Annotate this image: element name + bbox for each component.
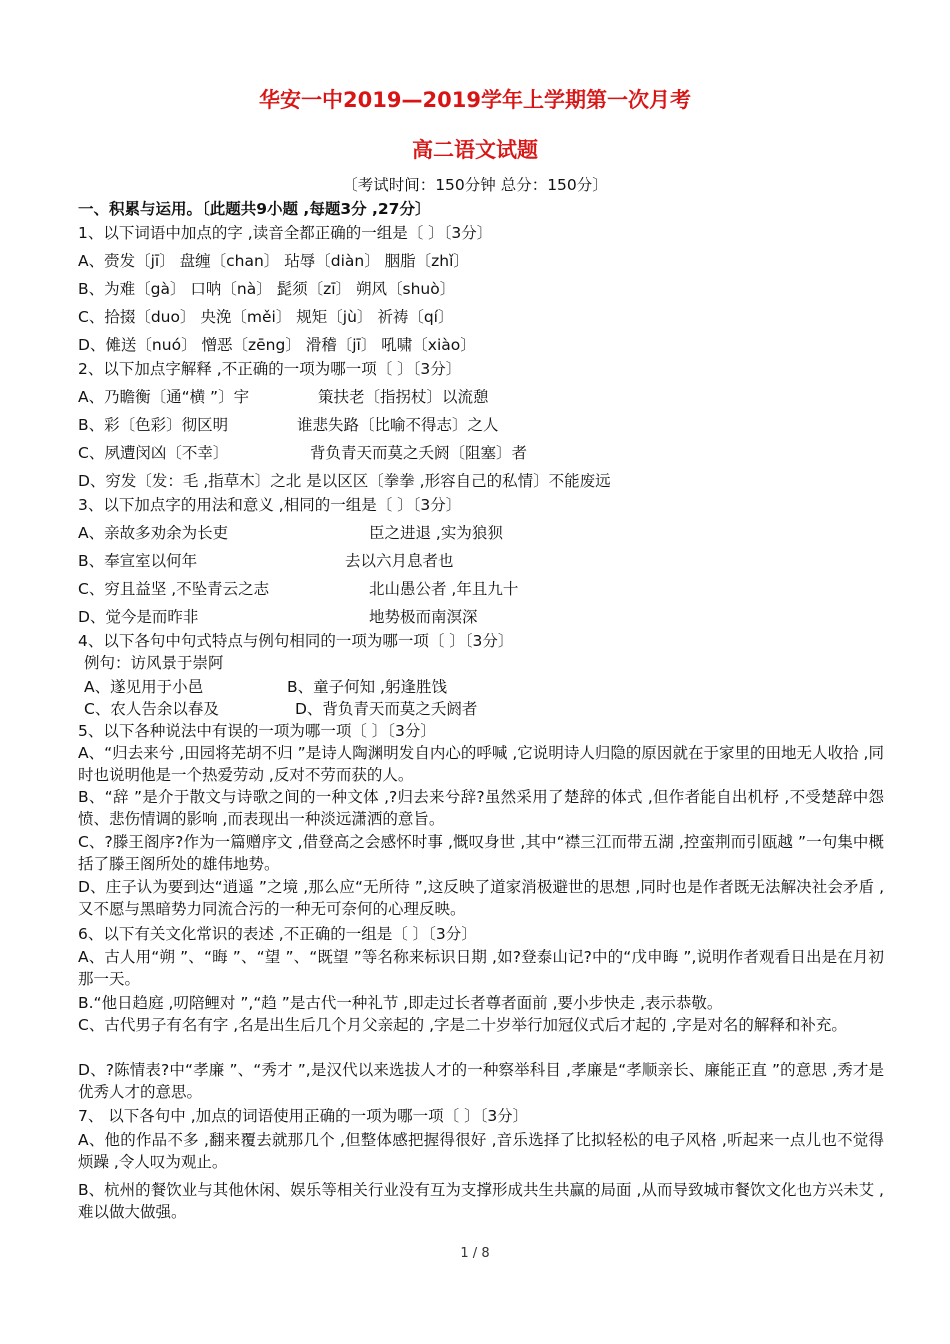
q5-option-c: C、?滕王阁序?作为一篇赠序文 ,借登高之会感怀时事 ,慨叹身世 ,其中“襟三江而带五湖 ,控蛮荆而引瓯越 ”一句集中概括了滕王阁所处的雄伟地势。 [78, 833, 884, 874]
q1-option-d: D、傩送〔nuó〕 憎恶〔zēng〕 滑稽〔jī〕 吼啸〔xiào〕 [78, 336, 476, 354]
q1-option-b: B、为难〔gà〕 口呐〔nà〕 髭须〔zī〕 朔风〔shuò〕 [78, 280, 456, 298]
exam-subtitle: 高二语文试题 [412, 138, 538, 162]
exam-title: 华安一中2019—2019学年上学期第一次月考 [259, 88, 691, 112]
q2-option-b: B、彩〔色彩〕彻区明 [78, 416, 229, 434]
q2-option-a: A、乃瞻衡〔通“横 ”〕宇 [78, 388, 250, 406]
q2-option-d: D、穷发〔发：毛 ,指草木〕之北 是以区区〔拳拳 ,形容自己的私情〕不能废远 [78, 472, 611, 490]
q3-option-d: D、觉今是而昨非 [78, 608, 199, 626]
q3-stem: 3、以下加点字的用法和意义 ,相同的一组是〔 〕〔3分〕 [78, 496, 462, 514]
q3-option-c-right: 北山愚公者 ,年且九十 [369, 580, 519, 598]
section-heading: 一、积累与运用。〔此题共9小题 ,每题3分 ,27分〕 [78, 200, 431, 218]
q7-option-a: A、他的作品不多 ,翻来覆去就那几个 ,但整体感把握得很好 ,音乐选择了比拟轻松的电子风格 ,听起来一点儿也不觉得烦躁 ,令人叹为观止。 [78, 1131, 884, 1172]
exam-info: 〔考试时间：150分钟 总分：150分〕 [342, 176, 608, 194]
q1-option-c: C、拾掇〔duo〕 央浼〔měi〕 规矩〔jù〕 祈祷〔qí〕 [78, 308, 454, 326]
q2-stem: 2、以下加点字解释 ,不正确的一项为哪一项〔 〕〔3分〕 [78, 360, 462, 378]
q4-option-d: D、背负青天而莫之夭阏者 [295, 700, 478, 718]
q6-option-c: C、古代男子有名有字 ,名是出生后几个月父亲起的 ,字是二十岁举行加冠仪式后才起的 ,字是对名的解释和补充。 [78, 1016, 847, 1034]
q6-option-b: B.“他日趋庭 ,叨陪鲤对 ”,“趋 ”是古代一种礼节 ,即走过长者尊者面前 ,要小步快走 ,表示恭敬。 [78, 994, 723, 1012]
q4-example: 例句：访风景于崇阿 [84, 654, 224, 672]
q4-option-a: A、遂见用于小邑 [84, 678, 204, 696]
q4-option-c: C、农人告余以春及 [84, 700, 219, 718]
q6-stem: 6、以下有关文化常识的表述 ,不正确的一组是〔 〕〔3分〕 [78, 925, 477, 943]
q4-option-b: B、童子何知 ,躬逢胜饯 [287, 678, 447, 696]
q5-stem: 5、以下各种说法中有误的一项为哪一项〔 〕〔3分〕 [78, 722, 436, 740]
q2-option-a-right: 策扶老〔指拐杖〕以流憩 [318, 388, 489, 406]
q5-option-d: D、庄子认为要到达“逍遥 ”之境 ,那么应“无所待 ”,这反映了道家消极避世的思想 ,同时也是作者既无法解决社会矛盾 ,又不愿与黑暗势力同流合污的一种无可奈何的心理反映。 [78, 878, 884, 919]
q6-option-a: A、古人用“朔 ”、“晦 ”、“望 ”、“既望 ”等名称来标识日期 ,如?登泰山记?中的“戊申晦 ”,说明作者观看日出是在月初那一天。 [78, 948, 884, 989]
q3-option-a: A、亲故多劝余为长吏 [78, 524, 229, 542]
q2-option-c-right: 背负青天而莫之夭阏〔阻塞〕者 [310, 444, 528, 462]
q5-option-a: A、“归去来兮 ,田园将芜胡不归 ”是诗人陶渊明发自内心的呼喊 ,它说明诗人归隐的原因就在于家里的田地无人收拾 ,同时也说明他是一个热爱劳动 ,反对不劳而获的人。 [78, 744, 884, 785]
q2-option-c: C、夙遭闵凶〔不幸〕 [78, 444, 229, 462]
q2-option-b-right: 谁悲失路〔比喻不得志〕之人 [297, 416, 499, 434]
q3-option-d-right: 地势极而南溟深 [369, 608, 478, 626]
q3-option-a-right: 臣之进退 ,实为狼狈 [369, 524, 503, 542]
q1-stem: 1、以下词语中加点的字 ,读音全都正确的一组是〔 〕〔3分〕 [78, 224, 493, 242]
page-number: 1 / 8 [460, 1246, 490, 1261]
q7-option-b: B、杭州的餐饮业与其他休闲、娱乐等相关行业没有互为支撑形成共生共赢的局面 ,从而导致城市餐饮文化也方兴未艾 ,难以做大做强。 [78, 1181, 884, 1222]
q7-stem: 7、 以下各句中 ,加点的词语使用正确的一项为哪一项〔 〕〔3分〕 [78, 1107, 529, 1125]
q3-option-c: C、穷且益坚 ,不坠青云之志 [78, 580, 270, 598]
q3-option-b: B、奉宣室以何年 [78, 552, 198, 570]
q1-option-a: A、赍发〔jī〕 盘缠〔chan〕 玷辱〔diàn〕 胭脂〔zhǐ〕 [78, 252, 469, 270]
q3-option-b-right: 去以六月息者也 [345, 552, 454, 570]
q4-stem: 4、以下各句中句式特点与例句相同的一项为哪一项〔 〕〔3分〕 [78, 632, 514, 650]
q6-option-d: D、?陈情表?中“孝廉 ”、“秀才 ”,是汉代以来选拔人才的一种察举科目 ,孝廉是“孝顺亲长、廉能正直 ”的意思 ,秀才是优秀人才的意思。 [78, 1061, 884, 1102]
q5-option-b: B、“辞 ”是介于散文与诗歌之间的一种文体 ,?归去来兮辞?虽然采用了楚辞的体式 ,但作者能自出机杼 ,不受楚辞中怨愤、悲伤情调的影响 ,而表现出一种淡远潇洒的意旨。 [78, 788, 884, 829]
